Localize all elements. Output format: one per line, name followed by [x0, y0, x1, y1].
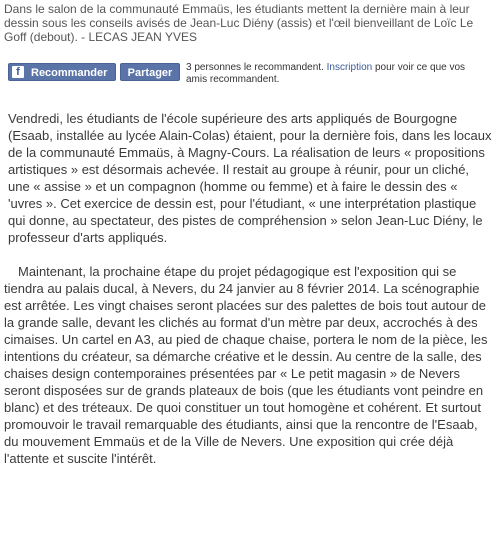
article-paragraph-2: Maintenant, la prochaine étape du projet pédagogique est l'exposition qui se tiendra au palais ducal, à Nevers, du 24 janvier au 8 février 2014. La scénographie est arrêtée. Les vingt chaises seront placées sur des palettes de bois tout autour de la grande salle, devant les clichés au format d'un mètre par deux, accrochés à des cimaises. Un cartel en A3, au pied de chaque chaise, portera le nom de la pièce, les intentions du créateur, sa démarche créative et le dessin. Au centre de la salle, des chaises design contemporaines présentées par « Le petit magasin » de Nevers seront disposées sur de grands plateaux de bois (que les étudiants vont peindre en blanc) et des tréteaux. De quoi constituer un tout homogène et cohérent. Et surtout promouvoir le travail remarquable des étudiants, ainsi que la rencontre de l'Esaab, du mouvement Emmaüs et de la Ville de Nevers. Une exposition qui crée déjà l'attente et suscite l'intérêt. [4, 264, 488, 466]
photo-caption: Dans le salon de la communauté Emmaüs, les étudiants mettent la dernière main à leur dessin sous les conseils avisés de Jean-Luc Diény (assis) et l'œil bienveillant de Loïc Le Goff (debout). - LECAS JEAN YVES [4, 2, 474, 44]
facebook-logo-icon: f [12, 66, 24, 78]
facebook-social-bar [4, 62, 496, 92]
recommend-label: Recommander [31, 67, 108, 79]
article-paragraph-1: Vendredi, les étudiants de l'école supérieure des arts appliqués de Bourgogne (Esaab, installée au lycée Alain-Colas) étaient, pour la dernière fois, dans les locaux de la communauté Emmaüs, à Magny-Cours. La réalisation de leurs « propositions artistiques » est désormais achevée. Il restait au groupe à réunir, pour un cliché, une « assise » et un compagnon (homme ou femme) et à faire le dessin des « 'uvres ». Cet exercice de dessin est, pour l'étudiant, « une interprétation plastique qui donne, au spectateur, des pistes de compréhension » selon Jean-Luc Diény, le professeur d'arts appliqués. [8, 111, 492, 245]
signup-link[interactable]: Inscription [326, 62, 373, 73]
signup-suffix: pour voir ce que vos amis recommandent. [186, 62, 466, 85]
facebook-recommend-button[interactable] [8, 63, 116, 81]
recommend-count: 3 personnes le recommandent. [186, 62, 324, 73]
article-body [4, 110, 492, 484]
share-label: Partager [127, 67, 173, 79]
recommend-count-text [186, 62, 486, 86]
facebook-share-button[interactable] [120, 63, 180, 81]
